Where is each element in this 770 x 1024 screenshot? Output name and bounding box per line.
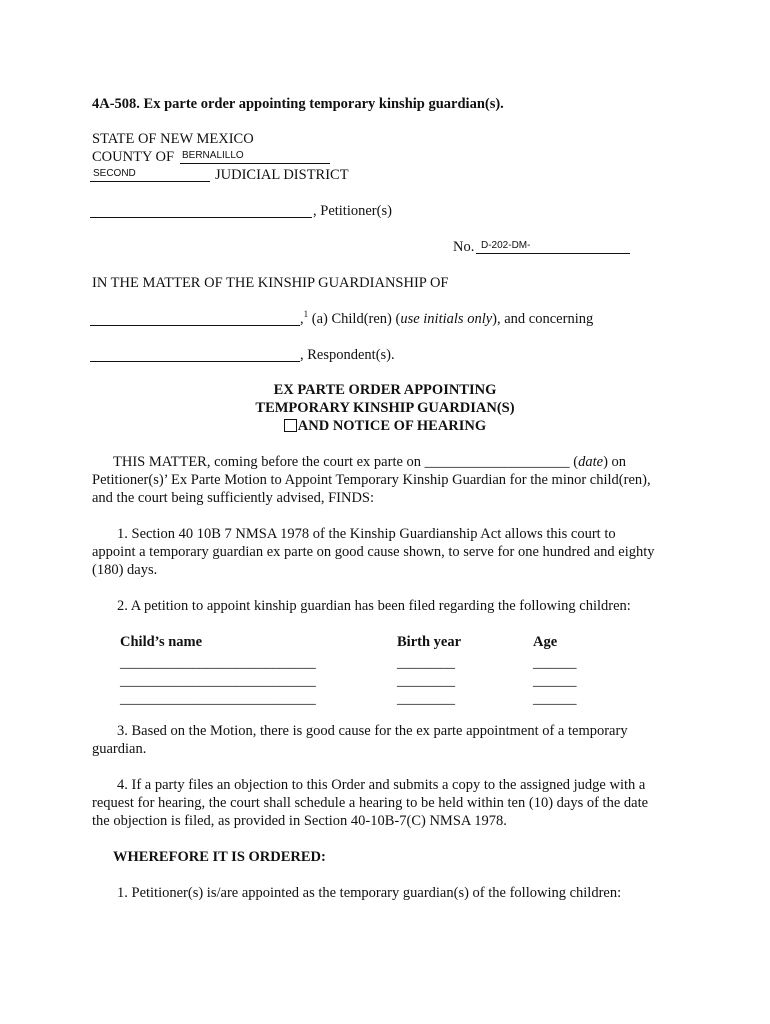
- child-row-2-birth-year[interactable]: ________: [397, 673, 455, 689]
- case-no-label: No.: [453, 239, 475, 255]
- child-row-1-age[interactable]: ______: [533, 655, 577, 671]
- wherefore-heading: WHEREFORE IT IS ORDERED:: [113, 849, 326, 865]
- order-title-line1: EX PARTE ORDER APPOINTING: [273, 382, 497, 398]
- finding-4-line1: 4. If a party files an objection to this Order and submits a copy to the assigned judge with a: [117, 777, 646, 793]
- child-row-2-name[interactable]: ___________________________: [120, 673, 316, 689]
- county-label: COUNTY OF: [92, 149, 175, 165]
- col-header-birth-year: Birth year: [397, 634, 462, 650]
- finding-1-line3: (180) days.: [92, 562, 158, 578]
- case-no-underline: [476, 253, 630, 254]
- child-row-2-age[interactable]: ______: [533, 673, 577, 689]
- hearing-checkbox[interactable]: [284, 419, 297, 432]
- county-underline: [180, 163, 330, 164]
- col-header-age: Age: [533, 634, 558, 650]
- district-label: JUDICIAL DISTRICT: [215, 167, 349, 183]
- district-underline: [90, 181, 210, 182]
- respondent-underline: [90, 361, 300, 362]
- matter-of-line: IN THE MATTER OF THE KINSHIP GUARDIANSHIP OF: [92, 275, 449, 291]
- finding-3-line2: guardian.: [92, 741, 147, 757]
- footnote-marker: 1: [303, 309, 309, 319]
- finding-1-line1: 1. Section 40 10B 7 NMSA 1978 of the Kinship Guardianship Act allows this court to: [117, 526, 616, 542]
- intro-line3: and the court being sufficiently advised, FINDS:: [92, 490, 375, 506]
- child-row-3-name[interactable]: ___________________________: [120, 691, 316, 707]
- order-title-line3: AND NOTICE OF HEARING: [0, 417, 770, 435]
- child-row-3-birth-year[interactable]: ________: [397, 691, 455, 707]
- child-row-3-age[interactable]: ______: [533, 691, 577, 707]
- case-no-field[interactable]: D-202-DM-: [481, 240, 531, 251]
- child-row-1-name[interactable]: ___________________________: [120, 655, 316, 671]
- district-field[interactable]: SECOND: [93, 168, 136, 179]
- order-1: 1. Petitioner(s) is/are appointed as the temporary guardian(s) of the following children:: [117, 885, 622, 901]
- col-header-child-name: Child’s name: [120, 634, 203, 650]
- finding-4-line2: request for hearing, the court shall schedule a hearing to be held within ten (10) days of the date: [92, 795, 649, 811]
- petitioner-underline: [90, 217, 312, 218]
- petitioner-label: , Petitioner(s): [313, 203, 392, 219]
- finding-3-line1: 3. Based on the Motion, there is good cause for the ex parte appointment of a temporary: [117, 723, 628, 739]
- finding-2: 2. A petition to appoint kinship guardian has been filed regarding the following children:: [117, 598, 631, 614]
- state-line: STATE OF NEW MEXICO: [92, 131, 254, 147]
- finding-1-line2: appoint a temporary guardian ex parte on good cause shown, to serve for one hundred and eighty: [92, 544, 655, 560]
- respondent-label: , Respondent(s).: [300, 347, 395, 363]
- form-title: 4A-508. Ex parte order appointing temporary kinship guardian(s).: [92, 96, 504, 112]
- child-underline: [90, 325, 300, 326]
- finding-4-line3: the objection is filed, as provided in Section 40-10B-7(C) NMSA 1978.: [92, 813, 507, 829]
- intro-line1: THIS MATTER, coming before the court ex parte on ____________________ (date) on: [113, 454, 627, 470]
- child-row-1-birth-year[interactable]: ________: [397, 655, 455, 671]
- child-label: ,$^1$ (a) Child(ren) (use initials only), and concerning: [300, 309, 594, 327]
- order-title-line2: TEMPORARY KINSHIP GUARDIAN(S): [255, 400, 515, 416]
- intro-line2: Petitioner(s)’ Ex Parte Motion to Appoint Temporary Kinship Guardian for the minor child(ren),: [92, 472, 651, 488]
- county-field[interactable]: BERNALILLO: [182, 150, 244, 161]
